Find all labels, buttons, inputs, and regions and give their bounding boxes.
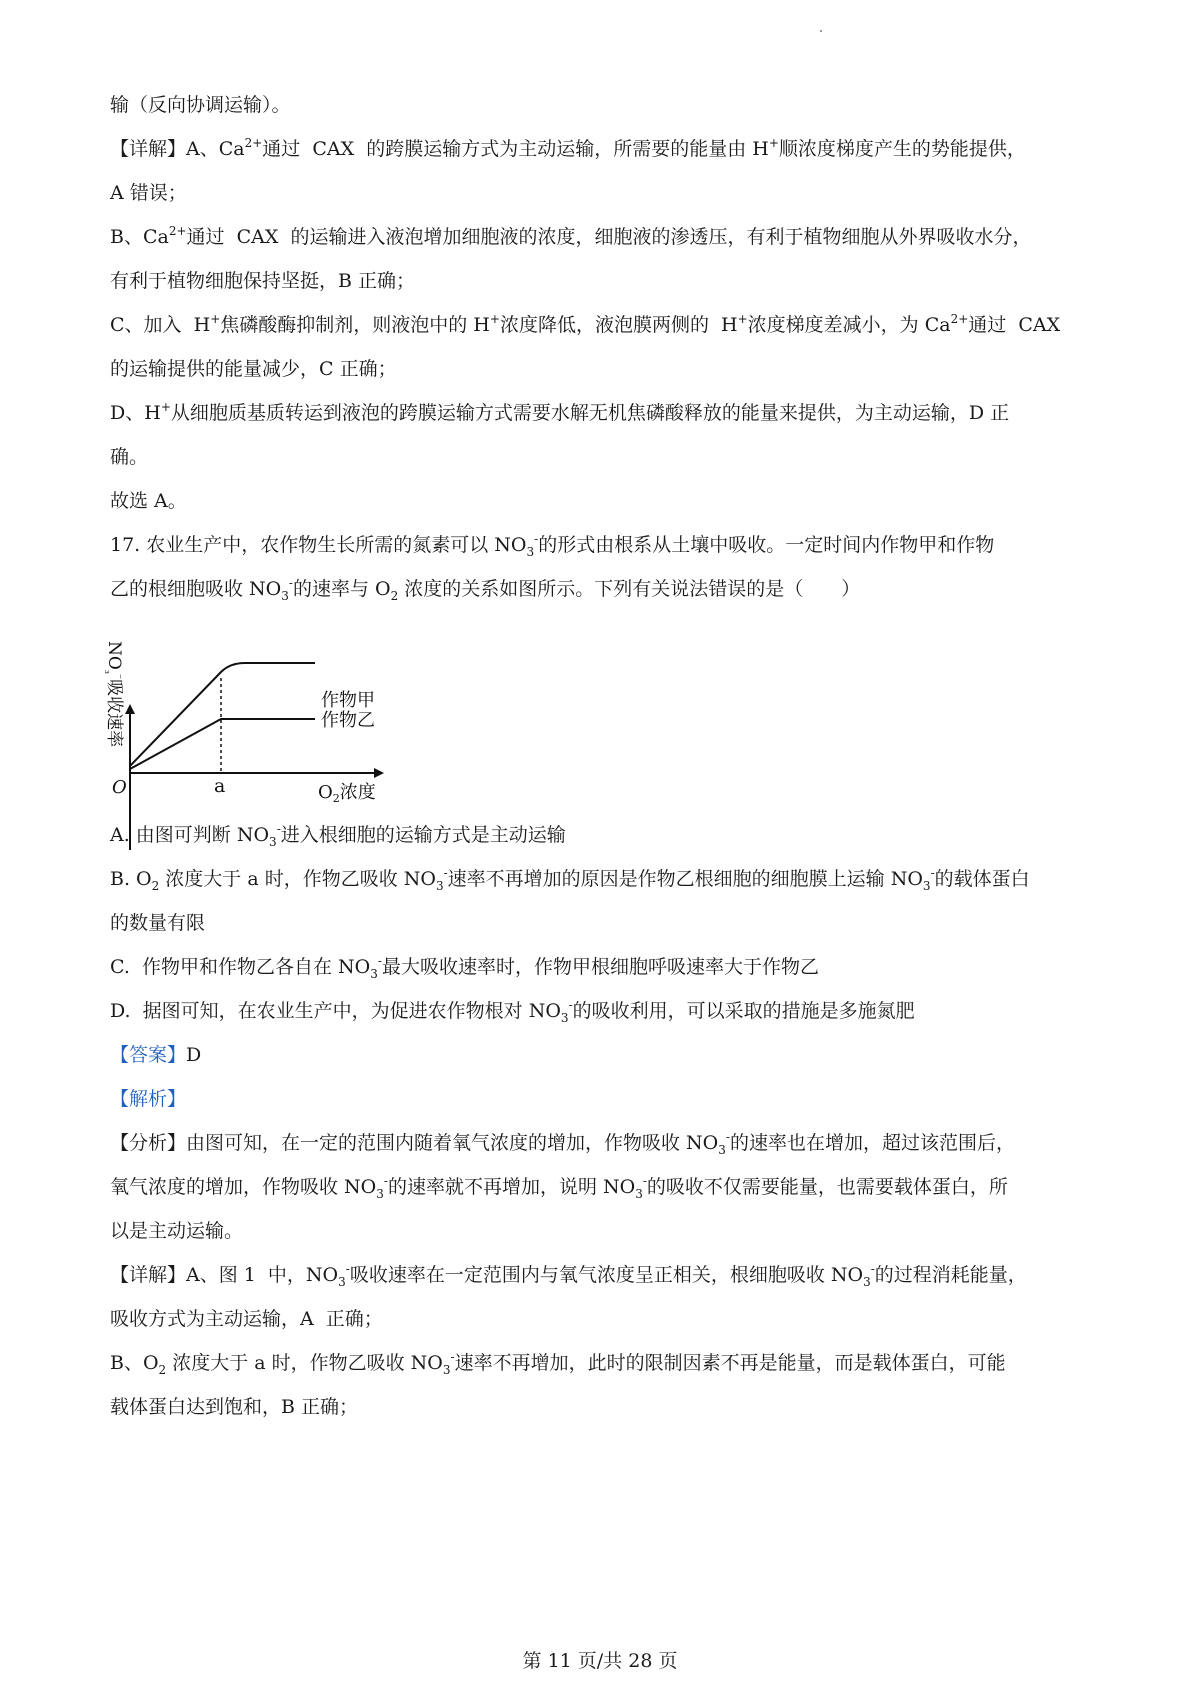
detail-text: 吸收方式为主动运输，A 正确； [110, 1308, 383, 1330]
detail-text: B、$O_2$ 浓度大于 a 时，作物乙吸收 $NO_3^-$速率不再增加，此时的限制因素不再是能量，而是载体蛋白，可能 [110, 1349, 1006, 1377]
option-a: A. 由图可判断 $NO_3^-$进入根细胞的运输方式是主动运输 [110, 821, 566, 849]
text-line: 输（反向协调运输）。 [110, 94, 291, 116]
y-axis-label-text: $NO_{_3}^{^-}$吸收速率 [102, 641, 124, 748]
option-c: C. 作物甲和作物乙各自在 $NO_3^-$最大吸收速率时，作物甲根细胞呼吸速率大于作物乙 [110, 953, 819, 981]
series-crop-yi-line [130, 719, 315, 769]
option-d: D. 据图可知，在农业生产中，为促进农作物根对 $NO_3^-$的吸收利用，可以采取的措施是多施氮肥 [110, 997, 915, 1025]
answer-value: D [186, 1044, 202, 1066]
series-crop-jia-label: 作物甲 [321, 690, 375, 711]
answer-line [110, 1042, 1100, 1068]
origin-label: O [112, 777, 127, 798]
analysis-text: 【分析】由图可知，在一定的范围内随着氧气浓度的增加，作物吸收 $NO_3^-$的速率也在增加，超过该范围后， [110, 1129, 1015, 1157]
question-stem: 17. 农业生产中，农作物生长所需的氮素可以 $NO_3^-$的形式由根系从土壤中吸收。一定时间内作物甲和作物 [110, 531, 995, 559]
answer-label: 【答案】 [110, 1044, 187, 1066]
text-line: 故选 A。 [110, 490, 187, 512]
y-axis-label [102, 641, 124, 747]
detail-text: 载体蛋白达到饱和，B 正确； [110, 1396, 359, 1418]
option-b-continued: 的数量有限 [110, 912, 206, 934]
tick-label-a: a [214, 775, 226, 797]
uptake-rate-figure [102, 641, 440, 895]
text-line: C、加入 H+焦磷酸酶抑制剂，则液泡中的 H+浓度降低，液泡膜两侧的 H+浓度梯度差减小，为 $Ca^{2+}$通过 CAX [110, 311, 1061, 336]
scan-dot [820, 30, 822, 32]
text-line: 确。 [110, 446, 149, 468]
detail-text: 【详解】A、图 1 中，$NO_3^-$吸收速率在一定范围内与氧气浓度呈正相关，根细胞吸收 $NO_3^-$的过程消耗能量， [110, 1261, 1027, 1289]
page-footer: 第 11 页/共 28 页 [522, 1650, 678, 1672]
series-crop-yi-label: 作物乙 [321, 710, 375, 731]
text-line: A 错误； [110, 182, 187, 204]
analysis-text: 氧气浓度的增加，作物吸收 $NO_3^-$的速率就不再增加，说明 $NO_3^-$的吸收不仅需要能量，也需要载体蛋白，所 [110, 1173, 1008, 1201]
series-crop-jia-line [130, 663, 315, 766]
option-b: B. $O_2$ 浓度大于 a 时，作物乙吸收 $NO_3^-$速率不再增加的原因是作物乙根细胞的细胞膜上运输 $NO_3^-$的载体蛋白 [110, 865, 1030, 893]
analysis-text: 以是主动运输。 [110, 1220, 244, 1242]
text-line: D、H+从细胞质基质转运到液泡的跨膜运输方式需要水解无机焦磷酸释放的能量来提供，为主动运输，D 正 [110, 399, 1010, 424]
text-line: B、$Ca^{2+}$通过 CAX 的运输进入液泡增加细胞液的浓度，细胞液的渗透压，有利于植物细胞从外界吸收水分， [110, 223, 1032, 248]
analysis-heading: 【解析】 [110, 1088, 187, 1110]
question-stem: 乙的根细胞吸收 $NO_3^-$的速率与 $O_2$ 浓度的关系如图所示。下列有关说法错误的是（ ） [110, 575, 861, 603]
x-axis-label: $O_2$浓度 [318, 782, 376, 805]
text-line: 【详解】A、$Ca^{2+}$通过 CAX 的跨膜运输方式为主动运输，所需要的能量由 H+顺浓度梯度产生的势能提供， [110, 135, 1026, 160]
text-line: 的运输提供的能量减少，C 正确； [110, 358, 397, 380]
text-line: 有利于植物细胞保持坚挺，B 正确； [110, 270, 416, 292]
